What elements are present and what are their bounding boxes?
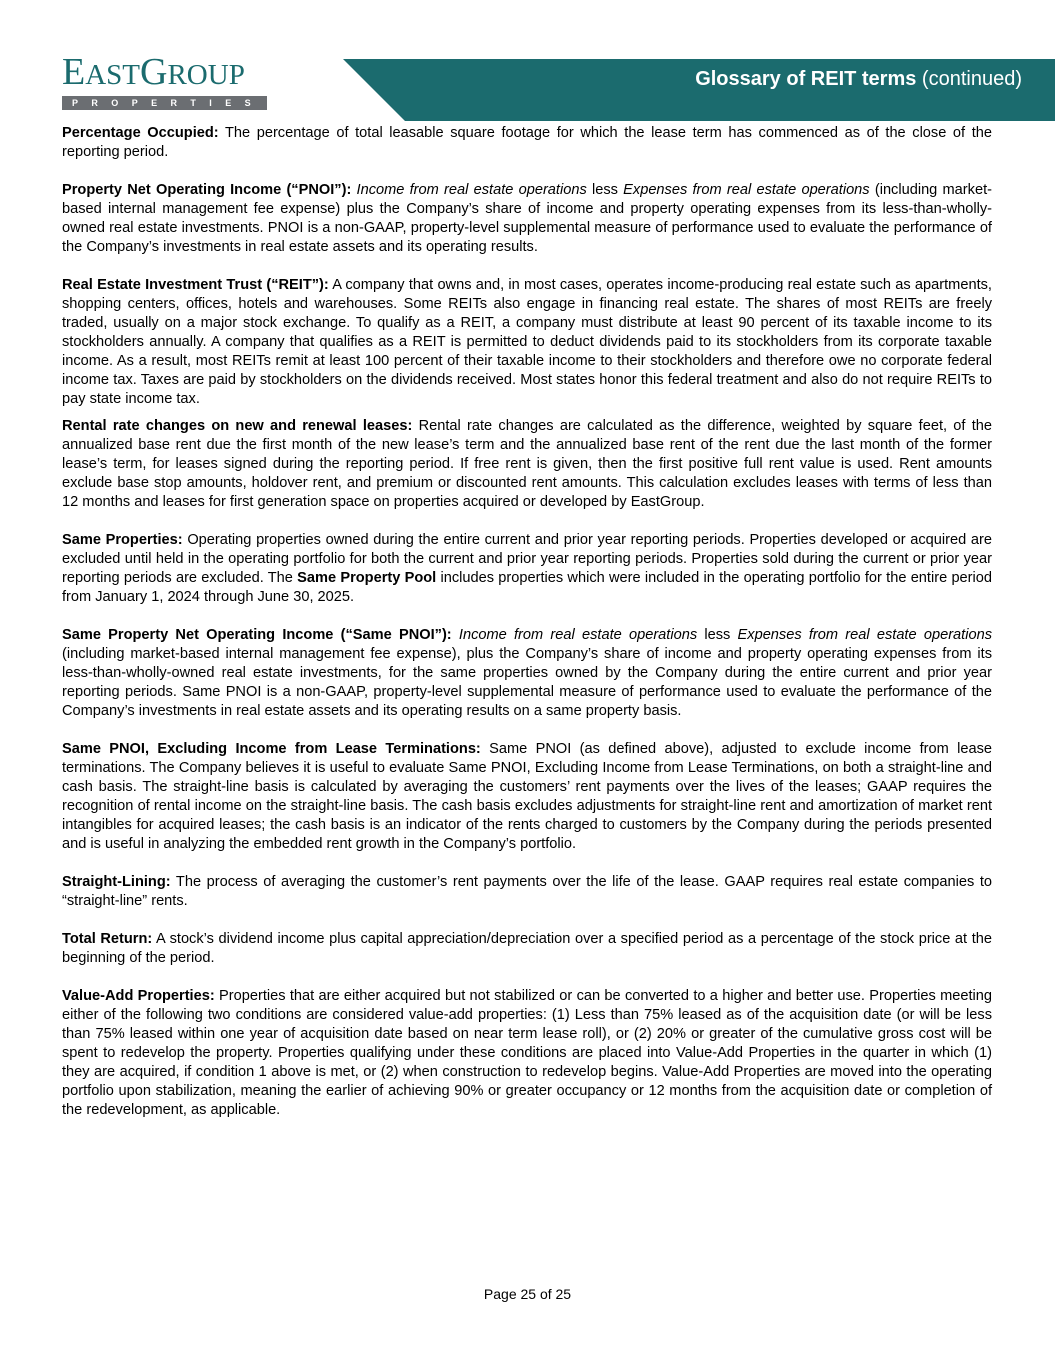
glossary-entry-rental-rate-changes: Rental rate changes on new and renewal leases: Rental rate changes are calculated as the difference, weighted by square feet, of the annualized base rent due the first month of the new lease’s term and the annualized base rent of the rent due the last month of the former lease’s term, for leases signed during the reporting period. If free rent is given, then the first positive full rent value is used. Rent amounts exclude base stop amounts, holdover rent, and premium or discounted rent amounts. This calculation excludes leases with terms of less than 12 months and leases for first generation space on properties acquired or developed by EastGroup.	[62, 418, 993, 510]
eastgroup-logo	[62, 53, 272, 110]
term-label: Total Return:	[62, 931, 153, 947]
term-label: Same Property Net Operating Income (“Same PNOI”):	[62, 627, 452, 643]
logo-wordmark: EASTGROUP	[62, 51, 245, 93]
term-label: Property Net Operating Income (“PNOI”):	[62, 182, 352, 198]
page-title: Glossary of REIT terms (continued)	[695, 68, 1022, 90]
glossary-content	[62, 124, 992, 1139]
term-label: Straight-Lining:	[62, 874, 171, 890]
glossary-entry-total-return: Total Return: A stock’s dividend income plus capital appreciation/depreciation over a specified period as a percentage of the stock price at the beginning of the period.	[62, 931, 992, 966]
logo-subtitle-bar: PROPERTIES	[62, 96, 267, 110]
page-number: Page 25 of 25	[483, 1286, 572, 1302]
glossary-entry-straight-lining: Straight-Lining: The process of averaging the customer’s rent payments over the life of the lease. GAAP requires real estate companies to “straight-line” rents.	[62, 874, 992, 909]
glossary-entry-value-add-properties: Value-Add Properties: Properties that are either acquired but not stabilized or can be converted to a higher and better use. Properties meeting either of the following two conditions are considered value-add properties: (1) Less than 75% leased as of the acquisition date (or will be less than 75% leased within one year of acquisition date based on near term lease roll), or (2) 20% or greater of the cumulative gross cost will be spent to redevelop the property. Properties qualifying under these conditions are placed into Value-Add Properties in the quarter in which (1) they are acquired, if condition 1 above is met, or (2) when construction to redevelop begins. Value-Add Properties are moved into the operating portfolio upon stabilization, meaning the earlier of achieving 90% or greater occupancy or 12 months from the acquisition date or completion of the redevelopment, as applicable.	[62, 988, 992, 1118]
glossary-entry-same-pnoi-excluding-terminations: Same PNOI, Excluding Income from Lease Terminations: Same PNOI (as defined above), adjusted to exclude income from lease terminations. The Company believes it is useful to evaluate Same PNOI, Excluding Income from Lease Terminations, on both a straight-line and cash basis. The straight-line basis is calculated by averaging the customers’ rent payments over the lives of the leases; GAAP requires the recognition of rental income on the straight-line basis. The cash basis excludes adjustments for straight-line rent and amortization of market rent intangibles for acquired leases; the cash basis is an indicator of the rents charged to customers by the Company during the periods presented and is useful in analyzing the embedded rent growth in the Company’s portfolio.	[62, 741, 992, 852]
glossary-entry-pnoi: Property Net Operating Income (“PNOI”): Income from real estate operations less Expenses from real estate operations (including market-based internal management fee expense) plus the Company’s share of income and property operating expenses from its less-than-wholly-owned real estate investments. PNOI is a non-GAAP, property-level supplemental measure of performance used to evaluate the performance of the Company’s investments in real estate assets and its operating results.	[62, 182, 992, 255]
term-label: Value-Add Properties:	[62, 988, 215, 1004]
glossary-entry-reit: Real Estate Investment Trust (“REIT”): A company that owns and, in most cases, operates income-producing real estate such as apartments, shopping centers, offices, hotels and warehouses. Some REITs also engage in financing real estate. The shares of most REITs are freely traded, usually on a major stock exchange. To qualify as a REIT, a company must distribute at least 90 percent of its taxable income to its stockholders annually. A company that qualifies as a REIT is permitted to deduct dividends paid to its stockholders from its corporate taxable income. As a result, most REITs remit at least 100 percent of their taxable income to their stockholders and therefore owe no corporate federal income tax. Taxes are paid by stockholders on the dividends received. Most states honor this federal treatment and also do not require REITs to pay state income tax.	[62, 277, 992, 407]
glossary-entry-same-properties: Same Properties: Operating properties owned during the entire current and prior year reporting periods. Properties developed or acquired are excluded until held in the operating portfolio for both the current and prior year reporting periods. Properties sold during the current or prior year reporting periods are excluded. The Same Property Pool includes properties which were included in the operating portfolio for the entire period from January 1, 2024 through June 30, 2025.	[62, 532, 993, 605]
term-label: Same Properties:	[62, 532, 183, 548]
glossary-entry-same-pnoi: Same Property Net Operating Income (“Same PNOI”): Income from real estate operations less Expenses from real estate operations (including market-based internal management fee expense), plus the Company’s share of income and property operating expenses from its less-than-wholly-owned real estate investments, for the same properties owned by the Company during the entire current and prior year reporting periods. Same PNOI is a non-GAAP, property-level supplemental measure of performance used to evaluate the performance of the Company’s investments in real estate assets and its operating results on a same property basis.	[62, 627, 992, 719]
glossary-entry-percentage-occupied: Percentage Occupied: The percentage of total leasable square footage for which the lease term has commenced as of the close of the reporting period.	[62, 125, 992, 160]
term-label: Rental rate changes on new and renewal leases:	[62, 418, 413, 434]
term-label: Same PNOI, Excluding Income from Lease Terminations:	[62, 741, 481, 757]
term-label: Real Estate Investment Trust (“REIT”):	[62, 277, 329, 293]
term-label: Percentage Occupied:	[62, 125, 219, 141]
